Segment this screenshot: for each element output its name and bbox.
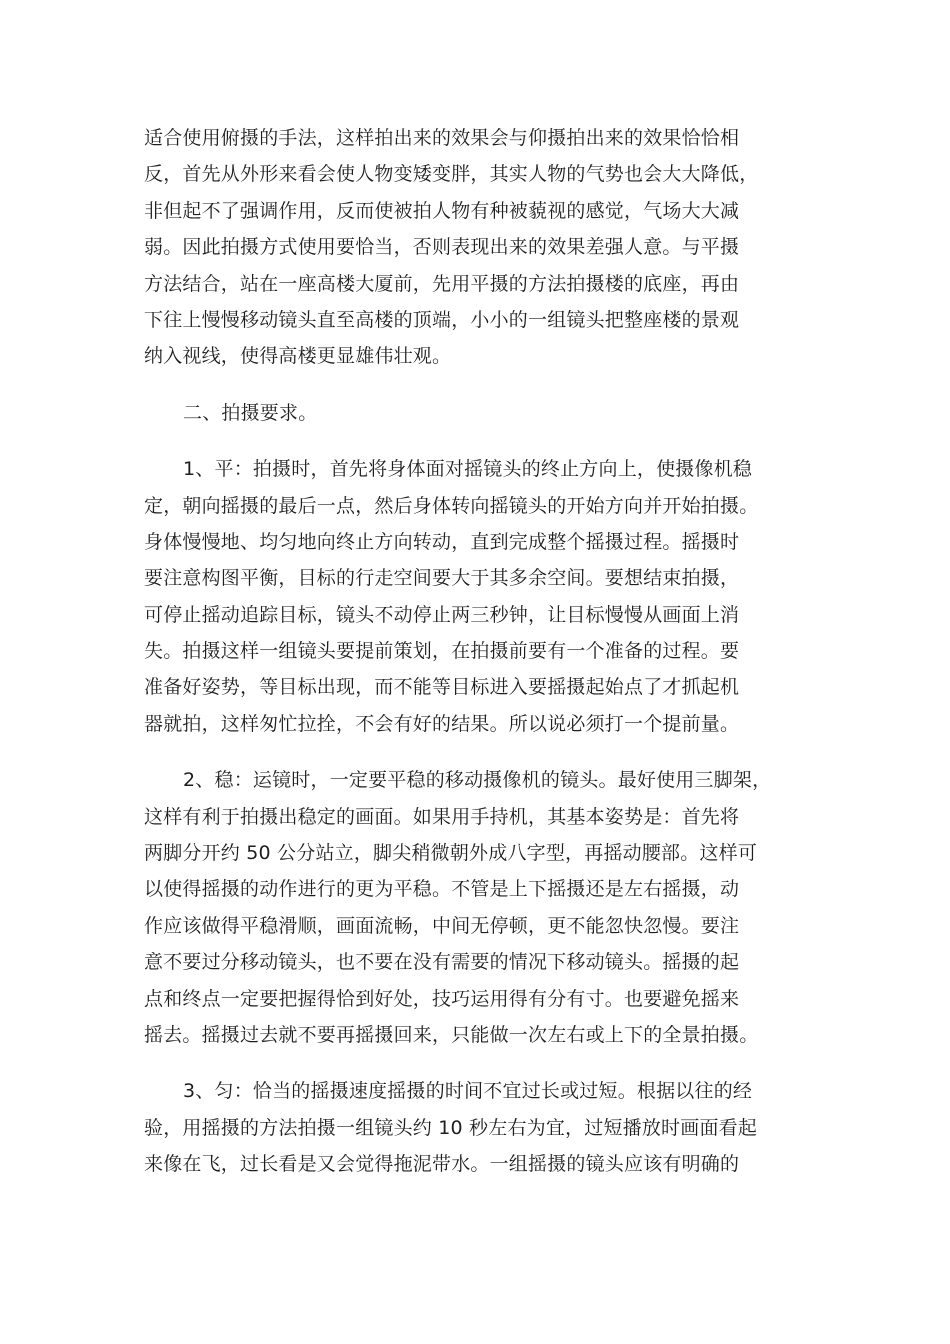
text-line: 身体慢慢地、均匀地向终止方向转动，直到完成整个摇摄过程。摇摄时	[144, 530, 740, 553]
text-line: 下往上慢慢移动镜头直至高楼的顶端，小小的一组镜头把整座楼的景观	[144, 308, 740, 331]
paragraph-p4	[144, 1073, 806, 1182]
paragraph-gap	[144, 431, 806, 451]
paragraph-p1	[144, 395, 806, 431]
text-line: 纳入视线，使得高楼更显雄伟壮观。	[144, 345, 452, 368]
text-line: 适合使用俯摄的手法，这样拍出来的效果会与仰摄拍出来的效果恰恰相	[144, 127, 740, 149]
text-line: 1、平：拍摄时，首先将身体面对摇镜头的终止方向上，使摄像机稳	[183, 458, 753, 481]
paragraph-p0	[144, 120, 806, 375]
text-line: 来像在飞，过长看是又会觉得拖泥带水。一组摇摄的镜头应该有明确的	[144, 1153, 740, 1176]
paragraph-p2	[144, 451, 806, 742]
text-line: 以使得摇摄的动作进行的更为平稳。不管是上下摇摄还是左右摇摄，动	[144, 878, 740, 901]
document-body	[144, 120, 806, 1183]
paragraph-p3	[144, 762, 806, 1053]
text-line: 非但起不了强调作用，反而使被拍人物有种被藐视的感觉，气场大大减	[144, 199, 740, 222]
text-line: 点和终点一定要把握得恰到好处，技巧运用得有分有寸。也要避免摇来	[144, 987, 740, 1010]
text-line: 反，首先从外形来看会使人物变矮变胖，其实人物的气势也会大大降低，	[144, 163, 759, 186]
text-line: 两脚分开约 50 公分站立，脚尖稍微朝外成八字型，再摇动腰部。这样可	[144, 842, 758, 865]
text-line: 定，朝向摇摄的最后一点，然后身体转向摇镜头的开始方向并开始拍摄。	[144, 494, 759, 517]
text-line: 验，用摇摄的方法拍摄一组镜头约 10 秒左右为宜，过短播放时画面看起	[144, 1116, 758, 1139]
text-line: 意不要过分移动镜头，也不要在没有需要的情况下移动镜头。摇摄的起	[144, 951, 740, 974]
text-line: 器就拍，这样匆忙拉拴，不会有好的结果。所以说必须打一个提前量。	[144, 712, 740, 735]
text-line: 可停止摇动追踪目标，镜头不动停止两三秒钟，让目标慢慢从画面上消	[144, 603, 740, 626]
text-line: 这样有利于拍摄出稳定的画面。如果用手持机，其基本姿势是：首先将	[144, 805, 740, 828]
paragraph-gap	[144, 742, 806, 762]
text-line: 二、拍摄要求。	[183, 401, 318, 424]
paragraph-gap	[144, 1053, 806, 1073]
paragraph-gap	[144, 375, 806, 395]
text-line: 3、匀：恰当的摇摄速度摇摄的时间不宜过长或过短。根据以往的经	[183, 1080, 753, 1103]
text-line: 摇去。摇摄过去就不要再摇摄回来，只能做一次左右或上下的全景拍摄。	[144, 1023, 759, 1046]
text-line: 失。拍摄这样一组镜头要提前策划，在拍摄前要有一个准备的过程。要	[144, 640, 740, 663]
text-line: 作应该做得平稳滑顺，画面流畅，中间无停顿，更不能忽快忽慢。要注	[144, 914, 740, 937]
text-line: 弱。因此拍摄方式使用要恰当，否则表现出来的效果差强人意。与平摄	[144, 236, 740, 259]
text-line: 2、稳：运镜时，一定要平稳的移动摄像机的镜头。最好使用三脚架，	[183, 769, 772, 792]
text-line: 方法结合，站在一座高楼大厦前，先用平摄的方法拍摄楼的底座，再由	[144, 272, 740, 295]
text-line: 要注意构图平衡，目标的行走空间要大于其多余空间。要想结束拍摄，	[144, 567, 740, 590]
text-line: 准备好姿势，等目标出现，而不能等目标进入要摇摄起始点了才抓起机	[144, 676, 740, 699]
